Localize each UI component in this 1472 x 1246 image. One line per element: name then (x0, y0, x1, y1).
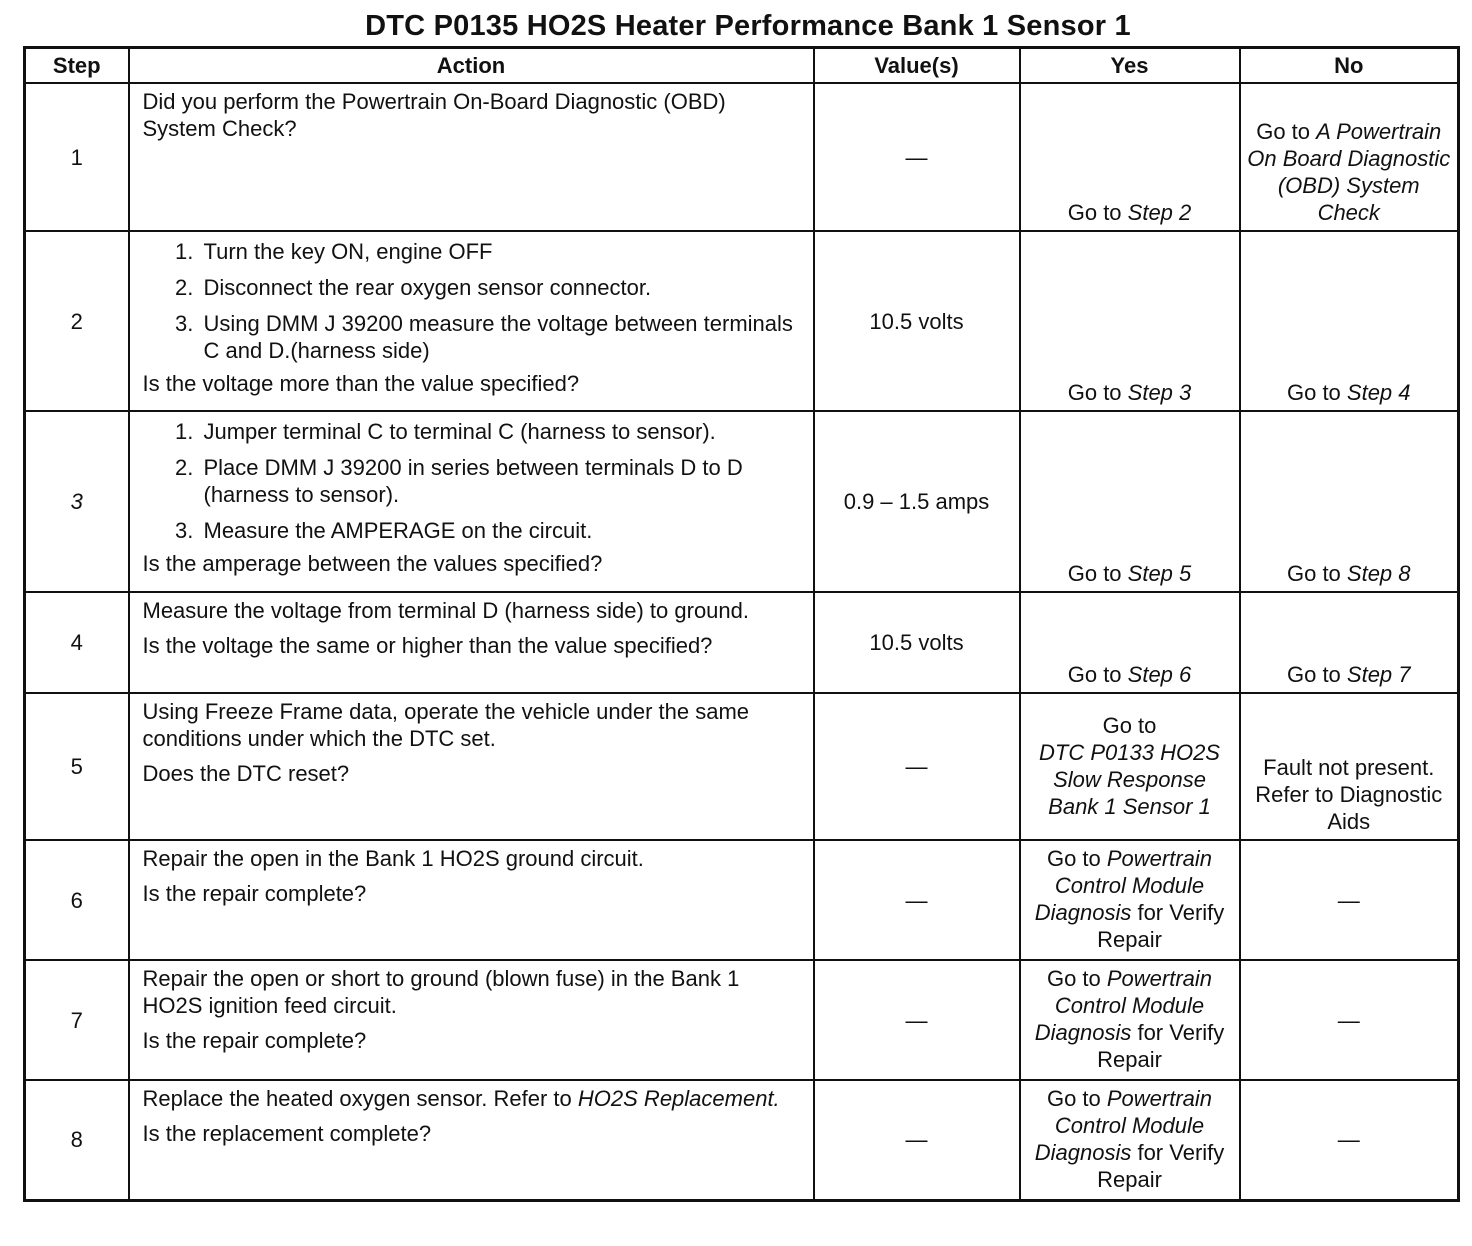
action-step-item: 2. Disconnect the rear oxygen sensor connector. (200, 274, 803, 301)
yes-cell (1020, 840, 1240, 960)
no-link[interactable]: Step 8 (1346, 561, 1411, 586)
action-cell (129, 960, 814, 1080)
diagnostic-table (23, 46, 1460, 1202)
action-cell (129, 592, 814, 693)
action-text: Repair the open or short to ground (blown fuse) in the Bank 1 HO2S ignition feed circuit. (142, 966, 740, 1018)
action-question: Is the voltage more than the value specified? (142, 371, 580, 396)
action-text: Measure the voltage from terminal D (harness side) to ground. (142, 598, 750, 623)
step-number: 2 (25, 231, 129, 411)
header-yes: Yes (1020, 48, 1240, 84)
action-text-prefix: Replace the heated oxygen sensor. Refer to (142, 1086, 578, 1111)
no-cell (1240, 411, 1459, 592)
table-header-row (25, 48, 1459, 84)
table-row (25, 693, 1459, 840)
yes-link[interactable]: Step 5 (1127, 561, 1192, 586)
page-title: DTC P0135 HO2S Heater Performance Bank 1 Sensor 1 (365, 10, 1131, 42)
header-no: No (1240, 48, 1459, 84)
no-cell (1240, 592, 1459, 693)
yes-prefix: Go to (1046, 1085, 1107, 1111)
action-question: Is the amperage between the values specified? (142, 551, 603, 576)
value-cell: 10.5 volts (814, 231, 1020, 411)
action-step-item: 3. Measure the AMPERAGE on the circuit. (200, 517, 803, 544)
yes-prefix: Go to (1046, 846, 1107, 871)
action-question: Is the voltage the same or higher than the value specified? (142, 633, 713, 658)
yes-link[interactable]: Powertrain Control Module Diagnosis (1034, 1085, 1213, 1165)
yes-link[interactable]: DTC P0133 HO2S Slow Response Bank 1 Sensor 1 (1039, 739, 1220, 819)
action-step-item: 2. Place DMM J 39200 in series between terminals D to D (harness to sensor). (200, 454, 803, 508)
action-question: Is the repair complete? (142, 881, 367, 906)
value-cell: — (814, 693, 1020, 840)
action-cell (129, 411, 814, 592)
action-text: Did you perform the Powertrain On-Board Diagnostic (OBD) System Check? (142, 89, 726, 141)
step-number: 7 (25, 960, 129, 1080)
no-link[interactable]: Step 7 (1346, 662, 1411, 687)
action-question: Does the DTC reset? (142, 761, 350, 786)
action-steps (143, 238, 803, 364)
yes-cell (1020, 960, 1240, 1080)
header-action: Action (129, 48, 814, 84)
yes-cell (1020, 592, 1240, 693)
action-text (143, 1085, 803, 1112)
yes-suffix: for Verify Repair (1097, 900, 1225, 952)
yes-prefix: Go to (1067, 561, 1128, 586)
no-cell (1240, 231, 1459, 411)
yes-prefix: Go to (1067, 380, 1128, 405)
action-cell (129, 840, 814, 960)
value-cell: — (814, 960, 1020, 1080)
action-cell (129, 1080, 814, 1200)
value-cell: 0.9 – 1.5 amps (814, 411, 1020, 592)
value-cell: 10.5 volts (814, 592, 1020, 693)
yes-link[interactable]: Step 2 (1127, 200, 1192, 225)
yes-link[interactable]: Powertrain Control Module Diagnosis (1034, 966, 1213, 1045)
value-cell: — (814, 1080, 1020, 1200)
yes-cell (1020, 693, 1240, 840)
yes-suffix: for Verify Repair (1097, 1139, 1225, 1192)
yes-cell (1020, 83, 1240, 231)
step-number: 1 (25, 83, 129, 231)
action-text: Using Freeze Frame data, operate the vehicle under the same conditions under which the DTC set. (142, 699, 750, 751)
no-cell: — (1240, 840, 1459, 960)
table-row (25, 960, 1459, 1080)
step-number: 6 (25, 840, 129, 960)
action-text: Repair the open in the Bank 1 HO2S ground circuit. (142, 846, 644, 871)
no-link[interactable]: A Powertrain On Board Diagnostic (OBD) System Check (1247, 119, 1451, 225)
action-cell (129, 231, 814, 411)
yes-prefix: Go to (1067, 200, 1128, 225)
table-row (25, 1080, 1459, 1200)
table-row (25, 592, 1459, 693)
no-prefix: Go to (1256, 119, 1317, 144)
yes-cell (1020, 1080, 1240, 1200)
yes-prefix: Go to (1046, 966, 1107, 991)
step-number: 4 (25, 592, 129, 693)
yes-link[interactable]: Step 6 (1127, 662, 1192, 687)
yes-prefix: Go to (1102, 712, 1157, 738)
action-cell (129, 83, 814, 231)
yes-link[interactable]: Powertrain Control Module Diagnosis (1034, 846, 1213, 925)
header-values: Value(s) (814, 48, 1020, 84)
action-question: Is the repair complete? (142, 1028, 367, 1053)
step-number: 8 (25, 1080, 129, 1200)
yes-link[interactable]: Step 3 (1127, 380, 1192, 405)
table-row (25, 411, 1459, 592)
no-prefix: Go to (1286, 662, 1347, 687)
no-cell: Fault not present. Refer to Diagnostic Aids (1240, 693, 1459, 840)
step-number: 3 (25, 411, 129, 592)
yes-suffix: for Verify Repair (1097, 1020, 1225, 1072)
yes-cell (1020, 231, 1240, 411)
table-row (25, 840, 1459, 960)
action-step-item: 1. Jumper terminal C to terminal C (harness to sensor). (200, 418, 803, 445)
action-step-item: 1. Turn the key ON, engine OFF (200, 238, 803, 265)
action-text-link[interactable]: HO2S Replacement. (577, 1086, 780, 1111)
value-cell: — (814, 840, 1020, 960)
no-link[interactable]: Step 4 (1346, 380, 1411, 405)
step-number: 5 (25, 693, 129, 840)
action-steps (143, 418, 803, 544)
no-cell: — (1240, 960, 1459, 1080)
no-cell: — (1240, 1080, 1459, 1200)
no-prefix: Go to (1286, 380, 1347, 405)
action-question: Is the replacement complete? (142, 1121, 432, 1146)
table-row (25, 83, 1459, 231)
header-step: Step (25, 48, 129, 84)
action-step-item: 3. Using DMM J 39200 measure the voltage between terminals C and D.(harness side) (200, 310, 803, 364)
yes-prefix: Go to (1067, 662, 1128, 687)
value-cell: — (814, 83, 1020, 231)
action-cell (129, 693, 814, 840)
table-row (25, 231, 1459, 411)
no-prefix: Go to (1286, 561, 1347, 586)
yes-cell (1020, 411, 1240, 592)
no-cell (1240, 83, 1459, 231)
